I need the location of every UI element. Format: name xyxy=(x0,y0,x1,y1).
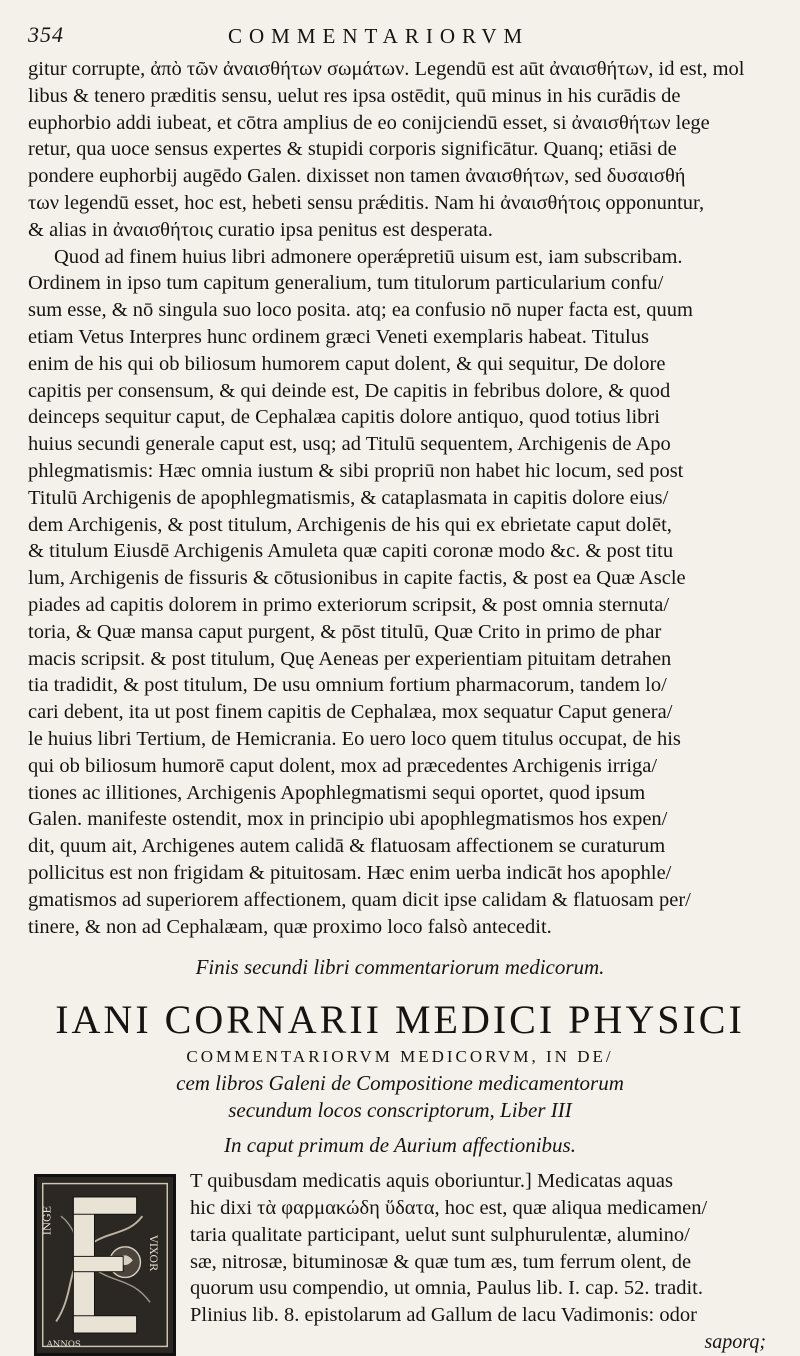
text-line: deinceps sequitur caput, de Cephalæa capitis dolore antiquo, quod totius libri xyxy=(28,406,660,429)
chapter-line: hic dixi τὰ φαρμακώδη ὕδατα, hoc est, quæ aliqua medicamen/ xyxy=(190,1197,708,1220)
page-number: 354 xyxy=(28,22,64,47)
text-line: piades ad capitis dolorem in primo exteriorum scripsit, & post omnia sternuta/ xyxy=(28,593,670,616)
text-line: pollicitus est non frigidam & pituitosam. Hæc enim uerba indicāt hos apophle/ xyxy=(28,861,672,884)
subtitle-line-1: COMMENTARIORVM MEDICORVM, IN DE/ xyxy=(186,1047,614,1067)
text-line: dit, quum ait, Archigenes autem calidā & flatuosam affectionem se curaturum xyxy=(28,835,666,858)
text-line: tinere, & non ad Cephalæam, quæ proximo loco falsò antecedit. xyxy=(28,915,552,938)
initial-motto-bottom: ANNOS xyxy=(46,1339,81,1350)
text-line: tiones ac illitiones, Archigenis Apophlegmatismi sequi oportet, quod ipsum xyxy=(28,781,646,804)
text-line: toria, & Quæ mansa caput purgent, & pōst titulū, Quæ Crito in primo de phar xyxy=(28,620,662,643)
text-line: huius secundi generale caput est, usq; ad Titulū sequentem, Archigenis de Apo xyxy=(28,433,671,456)
text-line: libus & tenero præditis sensu, uelut res ipsa ostēdit, quū minus in his curādis de xyxy=(28,84,681,107)
text-line: le huius libri Tertium, de Hemicrania. Eo uero loco quem titulus occupat, de his xyxy=(28,727,681,750)
initial-motto-right: VIXOR xyxy=(147,1235,160,1272)
text-line: Titulū Archigenis de apophlegmatismis, & cataplasmata in capitis dolore eius/ xyxy=(28,486,669,509)
text-line: dem Archigenis, & post titulum, Archigenis de his qui ex ebrietate caput dolēt, xyxy=(28,513,672,536)
text-line: & alias in ἀναισθήτοις curatio ipsa penitus est desperata. xyxy=(28,218,493,241)
chapter-text xyxy=(28,1168,772,1355)
text-line: & titulum Eiusdē Archigenis Amuleta quæ capiti coronæ modo &c. & post titu xyxy=(28,540,674,563)
text-line: euphorbio addi iubeat, et cōtra amplius de eo conijciendū esset, si ἀναισθήτων lege xyxy=(28,111,710,134)
chapter-line: Plinius lib. 8. epistolarum ad Gallum de lacu Vadimonis: odor xyxy=(190,1304,697,1327)
paragraph-start-line: Quod ad finem huius libri admonere operǽpretiū uisum est, iam subscribam. xyxy=(54,245,683,268)
text-line: qui ob biliosum humorē caput dolent, mox ad præcedentes Archigenis irriga/ xyxy=(28,754,658,777)
chapter-line: T quibusdam medicatis aquis oboriuntur.] Medicatas aquas xyxy=(190,1170,673,1193)
text-line: Ordinem in ipso tum capitum generalium, tum titulorum particularium confu/ xyxy=(28,272,664,295)
text-line: retur, qua uoce sensus expertes & stupidi corporis significātur. Quanq; etiāsi de xyxy=(28,138,677,161)
header-title: COMMENTARIORVM xyxy=(228,24,530,48)
text-line: phlegmatismis: Hæc omnia iustum & sibi propriū non habet hic locum, sed post xyxy=(28,459,684,482)
text-line: των legendū esset, hoc est, hebeti sensu prǽditis. Nam hi ἀναισθήτοις opponuntur, xyxy=(28,191,705,214)
text-line: capitis per consensum, & qui deinde est, De capitis in febribus dolore, & quod xyxy=(28,379,671,402)
commentary-text xyxy=(28,56,772,940)
text-line: tia tradidit, & post titulum, De usu omnium fortium pharmacorum, tandem lo/ xyxy=(28,674,667,697)
catchword: saporq; xyxy=(704,1331,766,1354)
text-line: lum, Archigenis de fissuris & cōtusionibus in capite factis, & post ea Quæ Ascle xyxy=(28,567,686,590)
text-line: Galen. manifeste ostendit, mox in principio ubi apophlegmatismos hos expen/ xyxy=(28,808,668,831)
text-line: pondere euphorbij augēdo Galen. dixisset non tamen ἀναισθήτων, sed δυσαισθή xyxy=(28,165,686,188)
text-line: gitur corrupte, ἀπὸ τῶν ἀναισθήτων σωμάτων. Legendū est aūt ἀναισθήτων, id est, mol xyxy=(28,58,745,80)
subtitle-line-3: secundum locos conscriptorum, Liber III xyxy=(228,1098,572,1123)
text-line: sum esse, & nō singula suo loco posita. atq; ea confusio nō nuper facta est, quum xyxy=(28,299,693,322)
subtitle-line-2: cem libros Galeni de Compositione medicamentorum xyxy=(176,1071,624,1096)
finis-line: Finis secundi libri commentariorum medicorum. xyxy=(195,955,605,980)
chapter-heading: In caput primum de Aurium affectionibus. xyxy=(224,1133,576,1158)
chapter-line: taria qualitate participant, uelut sunt sulphurulentæ, alumino/ xyxy=(190,1223,690,1246)
running-head xyxy=(28,22,772,56)
text-line: cari debent, ita ut post finem capitis de Cephalæa, mox sequatur Caput genera/ xyxy=(28,701,673,724)
text-line: gmatismos ad superiorem affectionem, quam dicit ipse calidam & flatuosam per/ xyxy=(28,888,691,911)
text-line: macis scripsit. & post titulum, Quę Aeneas per experientiam pituitam detrahen xyxy=(28,647,672,670)
chapter-line: quorum usu compendio, ut omnia, Paulus lib. I. cap. 52. tradit. xyxy=(190,1277,704,1300)
text-line: enim de his qui ob biliosum humorem caput dolent, & qui sequitur, De dolore xyxy=(28,352,666,375)
initial-ornament-icon xyxy=(37,1177,173,1353)
chapter-line: sæ, nitrosæ, bituminosæ & quæ tum æs, tum ferrum olent, de xyxy=(190,1250,692,1273)
book-title: IANI CORNARII MEDICI PHYSICI xyxy=(55,997,745,1043)
text-line: etiam Vetus Interpres hunc ordinem græci Veneti exemplaris habeat. Titulus xyxy=(28,325,649,348)
decorated-initial xyxy=(34,1174,176,1356)
initial-motto-left: INGE xyxy=(41,1206,54,1236)
